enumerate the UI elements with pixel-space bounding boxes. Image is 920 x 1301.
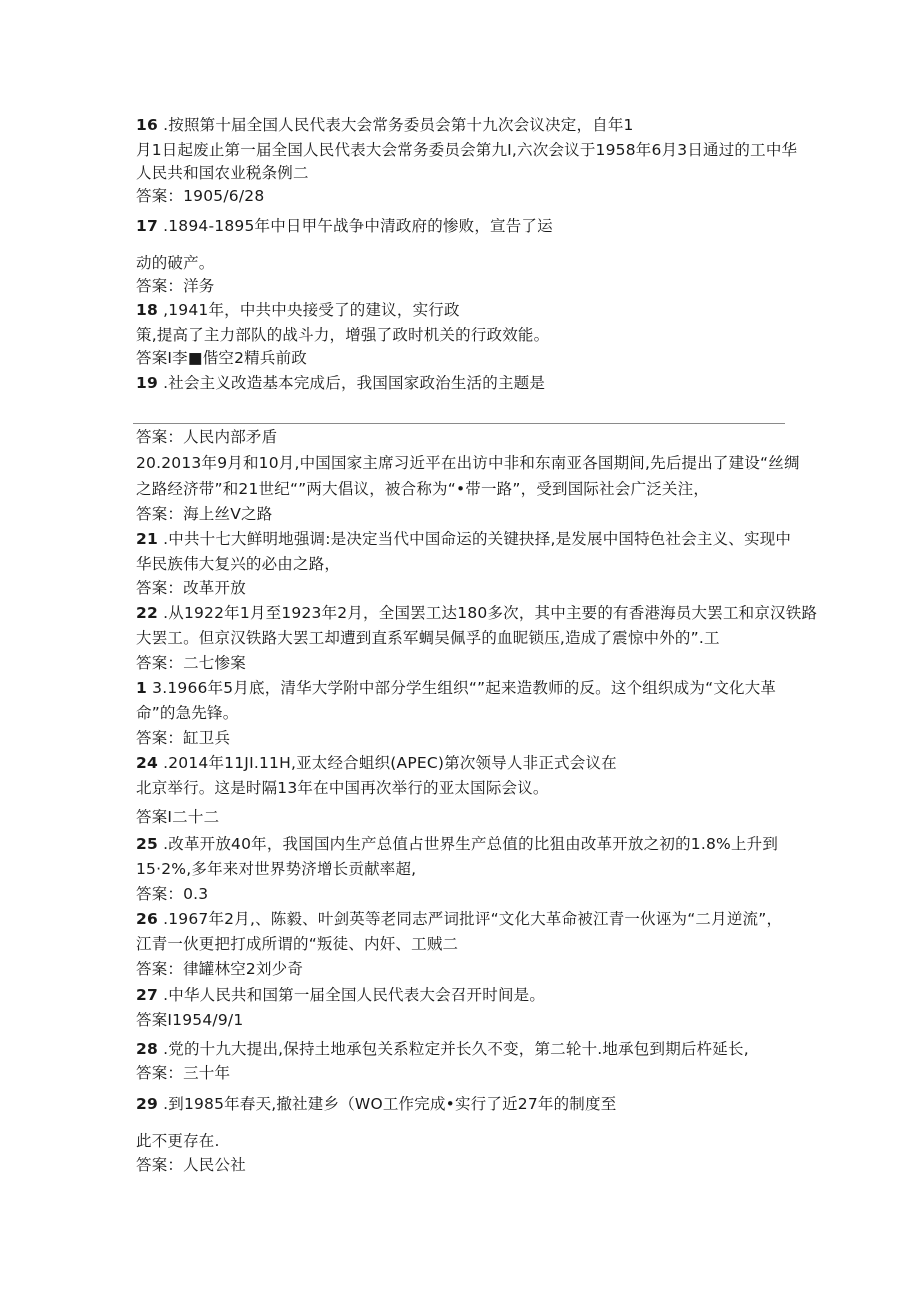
question-29-line-1: 29 .到1985年春天,撤社建乡（WO工作完成•实行了近27年的制度至 — [136, 1095, 617, 1113]
question-19-line-1: 19 .社会主义改造基本完成后，我国国家政治生活的主题是 — [136, 374, 546, 392]
question-20-line-1: 20.2013年9月和10月,中国国家主席习近平在出访中非和东南亚各国期间,先后提出了建设“丝绸 — [136, 454, 800, 472]
question-21-line-2: 华民族伟大复兴的必由之路， — [136, 555, 341, 573]
answer-25: 答案：0.3 — [136, 885, 209, 903]
answer-21: 答案：改革开放 — [136, 579, 246, 597]
answer-24: 答案I二十二 — [136, 808, 220, 826]
question-29-line-2: 此不更存在. — [136, 1132, 220, 1150]
answer-20: 答案：海上丝V之路 — [136, 505, 273, 523]
question-17-line-2: 动的破产。 — [136, 254, 215, 272]
question-17-line-1: 17 .1894-1895年中日甲午战争中清政府的惨败，宣告了运 — [136, 217, 553, 235]
answer-29: 答案：人民公社 — [136, 1156, 246, 1174]
question-16-line-3: 人民共和国农业税条例二 — [136, 164, 309, 182]
answer-17: 答案：洋务 — [136, 277, 215, 295]
section-divider — [133, 423, 785, 424]
answer-28: 答案：三十年 — [136, 1064, 231, 1082]
question-24-line-2: 北京举行。这是时隔13年在中国再次举行的亚太国际会议。 — [136, 779, 549, 797]
question-18-line-2: 策,提高了主力部队的战斗力，增强了政时机关的行政效能。 — [136, 326, 550, 344]
question-23-line-2: 命”的急先锋。 — [136, 704, 239, 722]
answer-16: 答案：1905/6/28 — [136, 187, 265, 205]
answer-27: 答案I1954/9/1 — [136, 1011, 244, 1029]
question-22-line-1: 22 .从1922年1月至1923年2月，全国罢工达180多次，其中主要的有香港海员大罢工和京汉铁路 — [136, 604, 818, 622]
question-27-line-1: 27 .中华人民共和国第一届全国人民代表大会召开时间是。 — [136, 986, 546, 1004]
answer-18: 答案I李■偕空2精兵前政 — [136, 349, 307, 367]
question-16-line-2: 月1日起废止第一届全国人民代表大会常务委员会第九I,六次会议于1958年6月3日通过的工中华 — [136, 141, 798, 159]
question-21-line-1: 21 .中共十七大鲜明地强调:是决定当代中国命运的关键抉择,是发展中国特色社会主义、实现中 — [136, 530, 792, 548]
answer-23: 答案：缸卫兵 — [136, 729, 231, 747]
question-25-line-2: 15·2%,多年来对世界势济增长贡献率超, — [136, 860, 417, 878]
answer-22: 答案：二七惨案 — [136, 654, 246, 672]
question-16-line-1: 16 .按照第十届全国人民代表大会常务委员会第十九次会议决定，自年1 — [136, 116, 634, 134]
question-24-line-1: 24 .2014年11JI.11H,亚太经合蛆织(APEC)第次领导人非正式会议在 — [136, 754, 617, 772]
answer-19: 答案：人民内部矛盾 — [136, 428, 278, 446]
question-18-line-1: 18 ,1941年，中共中央接受了的建议，实行政 — [136, 301, 460, 319]
question-22-line-2: 大罢工。但京汉铁路大罢工却遭到直系军蜩吴佩孚的血昵锁压,造成了震惊中外的”.工 — [136, 629, 720, 647]
question-23-line-1: 1 3.1966年5月底，清华大学附中部分学生组织“”起来造教师的反。这个组织成为“文化大革 — [136, 679, 777, 697]
question-25-line-1: 25 .改革开放40年，我国国内生产总值占世界生产总值的比狙由改革开放之初的1.8%上升到 — [136, 835, 779, 853]
answer-26: 答案：律罐林空2刘少奇 — [136, 960, 304, 978]
question-20-line-2: 之路经济带”和21世纪“”两大倡议，被合称为“•带一路”，受到国际社会广泛关注， — [136, 480, 710, 498]
question-28-line-1: 28 .党的十九大提出,保持土地承包关系粒定并长久不变，第二轮十.地承包到期后杵延长, — [136, 1040, 749, 1058]
question-26-line-2: 江青一伙更把打成所谓的“叛徒、内奸、工贼二 — [136, 935, 459, 953]
question-26-line-1: 26 .1967年2月,、陈毅、叶剑英等老同志严词批评“文化大革命被江青一伙诬为“二月逆流”， — [136, 910, 783, 928]
